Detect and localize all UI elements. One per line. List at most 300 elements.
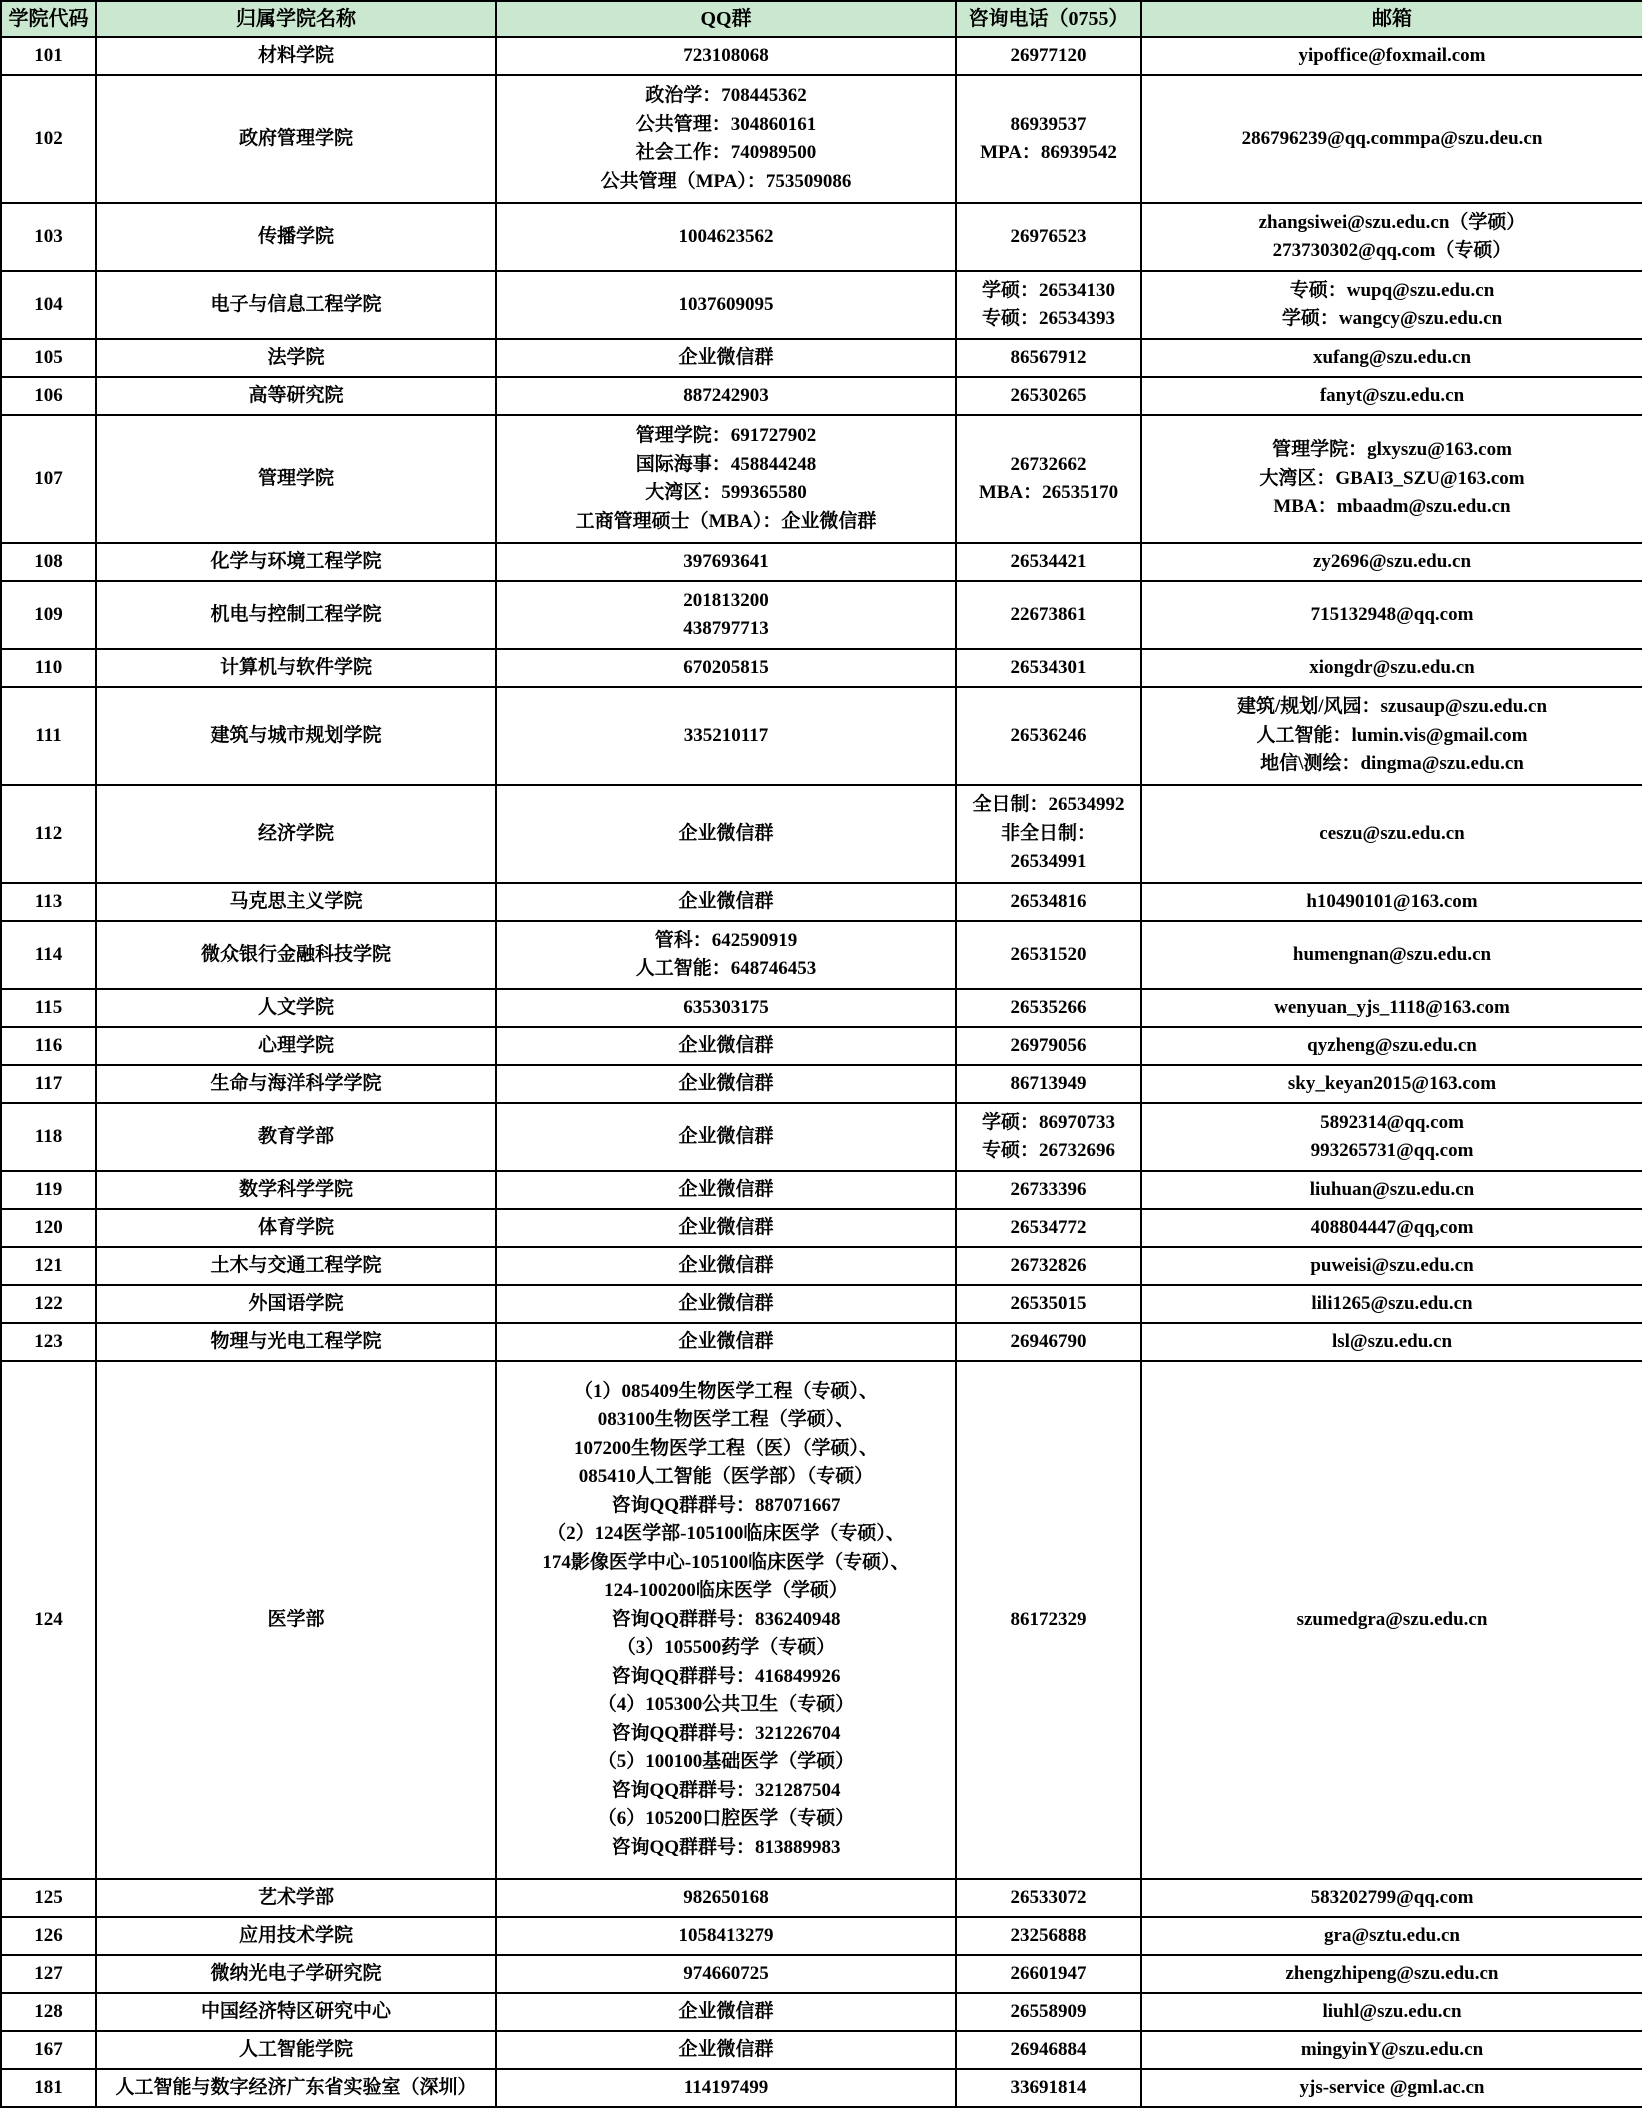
cell-college-code: 128 bbox=[1, 1993, 96, 2031]
table-row bbox=[1, 1027, 1642, 1065]
phone-line: 26732662 bbox=[1010, 453, 1087, 475]
cell-qq-group bbox=[496, 1247, 956, 1285]
cell-phone bbox=[956, 1171, 1141, 1209]
cell-phone bbox=[956, 1027, 1141, 1065]
qq-line: 咨询QQ群群号：416849926 bbox=[611, 1665, 841, 1687]
cell-phone bbox=[956, 1209, 1141, 1247]
cell-qq-group bbox=[496, 1879, 956, 1917]
cell-phone bbox=[956, 883, 1141, 921]
cell-college-name: 经济学院 bbox=[96, 785, 496, 883]
qq-line: 公共管理：304860161 bbox=[635, 113, 817, 135]
header-phone: 咨询电话（0755） bbox=[956, 1, 1141, 37]
table-row bbox=[1, 1171, 1642, 1209]
cell-college-name: 应用技术学院 bbox=[96, 1917, 496, 1955]
qq-line: 企业微信群 bbox=[678, 1330, 774, 1352]
table-row bbox=[1, 1065, 1642, 1103]
phone-line: 26534772 bbox=[1010, 1216, 1087, 1238]
phone-line: 26534816 bbox=[1010, 890, 1087, 912]
email-line: yjs-service @gml.ac.cn bbox=[1299, 2076, 1485, 2098]
cell-college-code: 110 bbox=[1, 649, 96, 687]
email-line: szumedgra@szu.edu.cn bbox=[1296, 1608, 1488, 1630]
phone-line: 学硕：86970733 bbox=[981, 1111, 1115, 1133]
table-row bbox=[1, 1879, 1642, 1917]
qq-line: 107200生物医学工程（医）（学硕）、 bbox=[573, 1437, 878, 1459]
cell-email bbox=[1141, 1361, 1642, 1879]
email-line: yipoffice@foxmail.com bbox=[1298, 44, 1486, 66]
cell-college-name: 人文学院 bbox=[96, 989, 496, 1027]
cell-phone bbox=[956, 2069, 1141, 2107]
phone-line: 专硕：26732696 bbox=[981, 1140, 1115, 1161]
cell-qq-group bbox=[496, 37, 956, 75]
header-row bbox=[1, 1, 1642, 37]
email-line: 人工智能：lumin.vis@gmail.com bbox=[1256, 724, 1528, 746]
cell-college-code: 103 bbox=[1, 203, 96, 271]
table-row bbox=[1, 687, 1642, 785]
cell-qq-group bbox=[496, 921, 956, 989]
qq-line: 974660725 bbox=[683, 1962, 769, 1984]
table-row bbox=[1, 415, 1642, 543]
phone-line: 专硕：26534393 bbox=[981, 308, 1115, 329]
cell-phone bbox=[956, 1993, 1141, 2031]
cell-qq-group bbox=[496, 203, 956, 271]
email-line: 583202799@qq.com bbox=[1310, 1886, 1474, 1908]
cell-email bbox=[1141, 1285, 1642, 1323]
cell-qq-group bbox=[496, 1917, 956, 1955]
qq-line: 企业微信群 bbox=[678, 1072, 774, 1094]
cell-email bbox=[1141, 1993, 1642, 2031]
cell-email bbox=[1141, 581, 1642, 649]
cell-college-name: 人工智能学院 bbox=[96, 2031, 496, 2069]
cell-college-code: 121 bbox=[1, 1247, 96, 1285]
email-line: 学硕：wangcy@szu.edu.cn bbox=[1281, 308, 1503, 329]
table-row bbox=[1, 1323, 1642, 1361]
phone-line: 26534421 bbox=[1010, 550, 1087, 572]
phone-line: 26535015 bbox=[1010, 1292, 1087, 1314]
email-line: liuhuan@szu.edu.cn bbox=[1309, 1178, 1475, 1200]
cell-email bbox=[1141, 1209, 1642, 1247]
cell-phone bbox=[956, 581, 1141, 649]
cell-phone bbox=[956, 1361, 1141, 1879]
cell-college-name: 物理与光电工程学院 bbox=[96, 1323, 496, 1361]
qq-line: 982650168 bbox=[683, 1886, 769, 1908]
cell-college-name: 中国经济特区研究中心 bbox=[96, 1993, 496, 2031]
cell-qq-group bbox=[496, 1323, 956, 1361]
cell-college-name: 传播学院 bbox=[96, 203, 496, 271]
header-email: 邮箱 bbox=[1141, 1, 1642, 37]
cell-phone bbox=[956, 1285, 1141, 1323]
qq-line: 企业微信群 bbox=[678, 346, 774, 368]
phone-line: 23256888 bbox=[1010, 1924, 1087, 1946]
qq-line: 社会工作：740989500 bbox=[635, 142, 817, 163]
email-line: liuhl@szu.edu.cn bbox=[1322, 2000, 1462, 2022]
cell-college-code: 119 bbox=[1, 1171, 96, 1209]
cell-email bbox=[1141, 271, 1642, 339]
cell-phone bbox=[956, 37, 1141, 75]
email-line: 管理学院：glxyszu@163.com bbox=[1272, 439, 1512, 461]
email-line: 273730302@qq.com（专硕） bbox=[1272, 240, 1512, 261]
cell-phone bbox=[956, 785, 1141, 883]
qq-line: 企业微信群 bbox=[678, 1125, 774, 1147]
qq-line: 企业微信群 bbox=[678, 2000, 774, 2022]
email-line: fanyt@szu.edu.cn bbox=[1319, 384, 1465, 406]
phone-line: MPA：86939542 bbox=[980, 142, 1117, 163]
cell-qq-group bbox=[496, 1027, 956, 1065]
cell-college-code: 104 bbox=[1, 271, 96, 339]
qq-line: 201813200 bbox=[683, 589, 769, 611]
email-line: h10490101@163.com bbox=[1306, 890, 1478, 912]
cell-qq-group bbox=[496, 271, 956, 339]
table-row bbox=[1, 377, 1642, 415]
cell-phone bbox=[956, 1879, 1141, 1917]
cell-college-name: 马克思主义学院 bbox=[96, 883, 496, 921]
cell-college-name: 土木与交通工程学院 bbox=[96, 1247, 496, 1285]
cell-college-name: 体育学院 bbox=[96, 1209, 496, 1247]
cell-email bbox=[1141, 1323, 1642, 1361]
table-row bbox=[1, 1993, 1642, 2031]
cell-email bbox=[1141, 1917, 1642, 1955]
cell-phone bbox=[956, 1103, 1141, 1171]
cell-college-name: 计算机与软件学院 bbox=[96, 649, 496, 687]
email-line: sky_keyan2015@163.com bbox=[1287, 1072, 1497, 1094]
cell-qq-group bbox=[496, 687, 956, 785]
qq-line: 企业微信群 bbox=[678, 1292, 774, 1314]
table-row bbox=[1, 75, 1642, 203]
qq-line: （3）105500药学（专硕） bbox=[616, 1637, 836, 1659]
email-line: lsl@szu.edu.cn bbox=[1331, 1330, 1453, 1352]
phone-line: 26946790 bbox=[1010, 1330, 1087, 1352]
email-line: puweisi@szu.edu.cn bbox=[1310, 1254, 1474, 1276]
cell-college-code: 107 bbox=[1, 415, 96, 543]
cell-college-name: 微众银行金融科技学院 bbox=[96, 921, 496, 989]
cell-college-name: 外国语学院 bbox=[96, 1285, 496, 1323]
cell-college-code: 106 bbox=[1, 377, 96, 415]
cell-phone bbox=[956, 1955, 1141, 1993]
phone-line: 26530265 bbox=[1010, 384, 1087, 406]
phone-line: 86567912 bbox=[1010, 346, 1087, 368]
phone-line: 全日制：26534992 bbox=[972, 794, 1125, 816]
cell-phone bbox=[956, 543, 1141, 581]
cell-qq-group bbox=[496, 339, 956, 377]
table-row bbox=[1, 1361, 1642, 1879]
cell-college-name: 生命与海洋科学学院 bbox=[96, 1065, 496, 1103]
phone-line: 26732826 bbox=[1010, 1254, 1087, 1276]
cell-college-name: 教育学部 bbox=[96, 1103, 496, 1171]
cell-qq-group bbox=[496, 785, 956, 883]
cell-email bbox=[1141, 2031, 1642, 2069]
qq-line: 438797713 bbox=[683, 618, 769, 639]
qq-line: 174影像医学中心-105100临床医学（专硕）、 bbox=[542, 1551, 910, 1573]
cell-email bbox=[1141, 785, 1642, 883]
cell-college-code: 111 bbox=[1, 687, 96, 785]
cell-college-name: 化学与环境工程学院 bbox=[96, 543, 496, 581]
phone-line: 26977120 bbox=[1010, 44, 1087, 66]
cell-qq-group bbox=[496, 1361, 956, 1879]
cell-college-name: 电子与信息工程学院 bbox=[96, 271, 496, 339]
phone-line: 26601947 bbox=[1010, 1962, 1087, 1984]
email-line: zy2696@szu.edu.cn bbox=[1312, 550, 1472, 572]
phone-line: 学硕：26534130 bbox=[981, 279, 1115, 301]
email-line: 286796239@qq.commpa@szu.deu.cn bbox=[1241, 127, 1543, 149]
cell-qq-group bbox=[496, 1955, 956, 1993]
qq-line: 咨询QQ群群号：321226704 bbox=[611, 1722, 841, 1744]
phone-line: 26976523 bbox=[1010, 225, 1087, 247]
cell-qq-group bbox=[496, 649, 956, 687]
cell-qq-group bbox=[496, 883, 956, 921]
phone-line: 26533072 bbox=[1010, 1886, 1087, 1908]
qq-line: （1）085409生物医学工程（专硕）、 bbox=[573, 1380, 878, 1402]
cell-college-name: 管理学院 bbox=[96, 415, 496, 543]
email-line: lili1265@szu.edu.cn bbox=[1311, 1292, 1473, 1314]
cell-email bbox=[1141, 415, 1642, 543]
qq-line: 咨询QQ群群号：887071667 bbox=[611, 1494, 841, 1516]
cell-qq-group bbox=[496, 415, 956, 543]
header-college-code: 学院代码 bbox=[1, 1, 96, 37]
table-row bbox=[1, 2031, 1642, 2069]
cell-college-code: 116 bbox=[1, 1027, 96, 1065]
cell-college-name: 微纳光电子学研究院 bbox=[96, 1955, 496, 1993]
cell-college-code: 114 bbox=[1, 921, 96, 989]
table-row bbox=[1, 883, 1642, 921]
cell-college-name: 法学院 bbox=[96, 339, 496, 377]
phone-line: 86939537 bbox=[1010, 113, 1087, 135]
qq-line: 国际海事：458844248 bbox=[635, 453, 817, 475]
cell-phone bbox=[956, 377, 1141, 415]
qq-line: 635303175 bbox=[683, 996, 769, 1018]
cell-qq-group bbox=[496, 2069, 956, 2107]
cell-email bbox=[1141, 1065, 1642, 1103]
email-line: gra@sztu.edu.cn bbox=[1324, 1924, 1460, 1946]
email-line: zhengzhipeng@szu.edu.cn bbox=[1285, 1962, 1499, 1984]
qq-line: 124-100200临床医学（学硕） bbox=[604, 1580, 848, 1602]
email-line: xufang@szu.edu.cn bbox=[1312, 346, 1472, 368]
email-line: 408804447@qq,com bbox=[1310, 1216, 1474, 1238]
cell-qq-group bbox=[496, 1993, 956, 2031]
phone-line: 26534301 bbox=[1010, 656, 1087, 678]
cell-college-name: 人工智能与数字经济广东省实验室（深圳） bbox=[96, 2069, 496, 2107]
cell-phone bbox=[956, 339, 1141, 377]
qq-line: 670205815 bbox=[683, 656, 769, 678]
qq-line: 管科：642590919 bbox=[654, 929, 798, 951]
qq-line: 335210117 bbox=[683, 724, 769, 746]
qq-line: 大湾区：599365580 bbox=[645, 482, 807, 503]
table-row bbox=[1, 1917, 1642, 1955]
phone-line: 33691814 bbox=[1010, 2076, 1087, 2098]
email-line: wenyuan_yjs_1118@163.com bbox=[1274, 996, 1510, 1018]
table-row bbox=[1, 2069, 1642, 2107]
cell-email bbox=[1141, 989, 1642, 1027]
header-college-name: 归属学院名称 bbox=[96, 1, 496, 37]
cell-email bbox=[1141, 1027, 1642, 1065]
qq-line: 咨询QQ群群号：813889983 bbox=[611, 1836, 841, 1858]
qq-line: （4）105300公共卫生（专硕） bbox=[597, 1694, 855, 1716]
cell-college-name: 心理学院 bbox=[96, 1027, 496, 1065]
cell-qq-group bbox=[496, 1065, 956, 1103]
cell-college-code: 101 bbox=[1, 37, 96, 75]
table-row bbox=[1, 1955, 1642, 1993]
cell-phone bbox=[956, 1065, 1141, 1103]
cell-college-name: 高等研究院 bbox=[96, 377, 496, 415]
qq-line: 企业微信群 bbox=[678, 1254, 774, 1276]
email-line: 993265731@qq.com bbox=[1310, 1140, 1474, 1161]
qq-line: （5）100100基础医学（学硕） bbox=[597, 1751, 855, 1773]
qq-line: 887242903 bbox=[683, 384, 769, 406]
cell-phone bbox=[956, 2031, 1141, 2069]
qq-line: 1037609095 bbox=[678, 293, 774, 315]
cell-college-name: 艺术学部 bbox=[96, 1879, 496, 1917]
cell-email bbox=[1141, 687, 1642, 785]
cell-email bbox=[1141, 649, 1642, 687]
cell-college-name: 材料学院 bbox=[96, 37, 496, 75]
phone-line: 22673861 bbox=[1010, 603, 1087, 625]
header-qq-group: QQ群 bbox=[496, 1, 956, 37]
table-row bbox=[1, 1209, 1642, 1247]
email-line: 地信\测绘：dingma@szu.edu.cn bbox=[1260, 753, 1524, 775]
cell-phone bbox=[956, 989, 1141, 1027]
email-line: humengnan@szu.edu.cn bbox=[1292, 943, 1492, 965]
cell-qq-group bbox=[496, 1209, 956, 1247]
qq-line: 114197499 bbox=[683, 2076, 769, 2098]
cell-college-code: 181 bbox=[1, 2069, 96, 2107]
email-line: 专硕：wupq@szu.edu.cn bbox=[1289, 279, 1495, 301]
qq-line: 咨询QQ群群号：321287504 bbox=[611, 1779, 841, 1801]
email-line: 715132948@qq.com bbox=[1310, 603, 1474, 625]
qq-line: （2）124医学部-105100临床医学（专硕）、 bbox=[547, 1523, 905, 1545]
table-row bbox=[1, 543, 1642, 581]
cell-phone bbox=[956, 1247, 1141, 1285]
qq-line: 管理学院：691727902 bbox=[635, 425, 817, 446]
cell-qq-group bbox=[496, 1285, 956, 1323]
cell-email bbox=[1141, 1879, 1642, 1917]
cell-phone bbox=[956, 271, 1141, 339]
qq-line: 085410人工智能（医学部）（专硕） bbox=[578, 1466, 874, 1488]
cell-phone bbox=[956, 415, 1141, 543]
cell-email bbox=[1141, 543, 1642, 581]
qq-line: 咨询QQ群群号：836240948 bbox=[611, 1608, 841, 1630]
cell-college-name: 建筑与城市规划学院 bbox=[96, 687, 496, 785]
phone-line: 86713949 bbox=[1010, 1072, 1087, 1094]
cell-qq-group bbox=[496, 75, 956, 203]
phone-line: 非全日制： bbox=[1000, 822, 1096, 844]
cell-phone bbox=[956, 203, 1141, 271]
email-line: 5892314@qq.com bbox=[1320, 1111, 1464, 1133]
cell-college-code: 109 bbox=[1, 581, 96, 649]
phone-line: 26536246 bbox=[1010, 724, 1087, 746]
cell-college-code: 115 bbox=[1, 989, 96, 1027]
cell-email bbox=[1141, 1171, 1642, 1209]
table-row bbox=[1, 1285, 1642, 1323]
table-row bbox=[1, 649, 1642, 687]
cell-college-code: 113 bbox=[1, 883, 96, 921]
cell-college-name: 数学科学学院 bbox=[96, 1171, 496, 1209]
qq-line: （6）105200口腔医学（专硕） bbox=[597, 1808, 855, 1830]
cell-email bbox=[1141, 37, 1642, 75]
phone-line: 26534991 bbox=[1010, 851, 1087, 873]
cell-email bbox=[1141, 75, 1642, 203]
table-row bbox=[1, 271, 1642, 339]
cell-college-code: 102 bbox=[1, 75, 96, 203]
table-row bbox=[1, 1247, 1642, 1285]
qq-line: 083100生物医学工程（学硕）、 bbox=[597, 1409, 855, 1431]
phone-line: 26531520 bbox=[1010, 943, 1087, 965]
cell-qq-group bbox=[496, 989, 956, 1027]
qq-line: 人工智能：648746453 bbox=[635, 958, 817, 979]
table-row bbox=[1, 1103, 1642, 1171]
table-row bbox=[1, 581, 1642, 649]
qq-line: 企业微信群 bbox=[678, 2038, 774, 2060]
cell-college-code: 126 bbox=[1, 1917, 96, 1955]
cell-college-name: 机电与控制工程学院 bbox=[96, 581, 496, 649]
cell-college-code: 127 bbox=[1, 1955, 96, 1993]
cell-qq-group bbox=[496, 1103, 956, 1171]
phone-line: 26535266 bbox=[1010, 996, 1087, 1018]
email-line: mingyinY@szu.edu.cn bbox=[1300, 2038, 1484, 2060]
cell-email bbox=[1141, 1247, 1642, 1285]
cell-qq-group bbox=[496, 543, 956, 581]
table-row bbox=[1, 339, 1642, 377]
phone-line: 26558909 bbox=[1010, 2000, 1087, 2022]
cell-college-code: 112 bbox=[1, 785, 96, 883]
qq-line: 397693641 bbox=[683, 550, 769, 572]
qq-line: 公共管理（MPA）：753509086 bbox=[600, 170, 852, 192]
cell-phone bbox=[956, 649, 1141, 687]
cell-college-code: 125 bbox=[1, 1879, 96, 1917]
table-row bbox=[1, 785, 1642, 883]
table-row bbox=[1, 989, 1642, 1027]
email-line: xiongdr@szu.edu.cn bbox=[1309, 656, 1475, 678]
phone-line: 26979056 bbox=[1010, 1034, 1087, 1056]
qq-line: 723108068 bbox=[683, 44, 769, 66]
cell-college-name: 医学部 bbox=[96, 1361, 496, 1879]
cell-college-code: 122 bbox=[1, 1285, 96, 1323]
qq-line: 政治学：708445362 bbox=[645, 85, 807, 106]
email-line: 建筑/规划/风园：szusaup@szu.edu.cn bbox=[1236, 696, 1548, 718]
cell-phone bbox=[956, 1323, 1141, 1361]
cell-college-code: 117 bbox=[1, 1065, 96, 1103]
table-row bbox=[1, 203, 1642, 271]
cell-email bbox=[1141, 203, 1642, 271]
email-line: 大湾区：GBAI3_SZU@163.com bbox=[1259, 467, 1525, 489]
cell-email bbox=[1141, 377, 1642, 415]
phone-line: MBA：26535170 bbox=[978, 482, 1119, 503]
cell-phone bbox=[956, 687, 1141, 785]
email-line: ceszu@szu.edu.cn bbox=[1319, 822, 1465, 844]
cell-qq-group bbox=[496, 377, 956, 415]
cell-college-code: 124 bbox=[1, 1361, 96, 1879]
email-line: zhangsiwei@szu.edu.cn（学硕） bbox=[1258, 211, 1526, 233]
cell-college-code: 123 bbox=[1, 1323, 96, 1361]
email-line: MBA：mbaadm@szu.edu.cn bbox=[1273, 496, 1511, 518]
qq-line: 企业微信群 bbox=[678, 822, 774, 844]
cell-college-code: 167 bbox=[1, 2031, 96, 2069]
phone-line: 26946884 bbox=[1010, 2038, 1087, 2060]
cell-email bbox=[1141, 921, 1642, 989]
table-row bbox=[1, 921, 1642, 989]
cell-college-name: 政府管理学院 bbox=[96, 75, 496, 203]
qq-line: 企业微信群 bbox=[678, 890, 774, 912]
cell-qq-group bbox=[496, 1171, 956, 1209]
qq-line: 工商管理硕士（MBA）：企业微信群 bbox=[575, 510, 877, 532]
qq-line: 1058413279 bbox=[678, 1924, 774, 1946]
cell-college-code: 105 bbox=[1, 339, 96, 377]
cell-phone bbox=[956, 75, 1141, 203]
cell-email bbox=[1141, 1955, 1642, 1993]
cell-email bbox=[1141, 883, 1642, 921]
cell-qq-group bbox=[496, 581, 956, 649]
cell-qq-group bbox=[496, 2031, 956, 2069]
phone-line: 26733396 bbox=[1010, 1178, 1087, 1200]
table-body bbox=[1, 37, 1642, 2107]
qq-line: 1004623562 bbox=[678, 225, 774, 247]
